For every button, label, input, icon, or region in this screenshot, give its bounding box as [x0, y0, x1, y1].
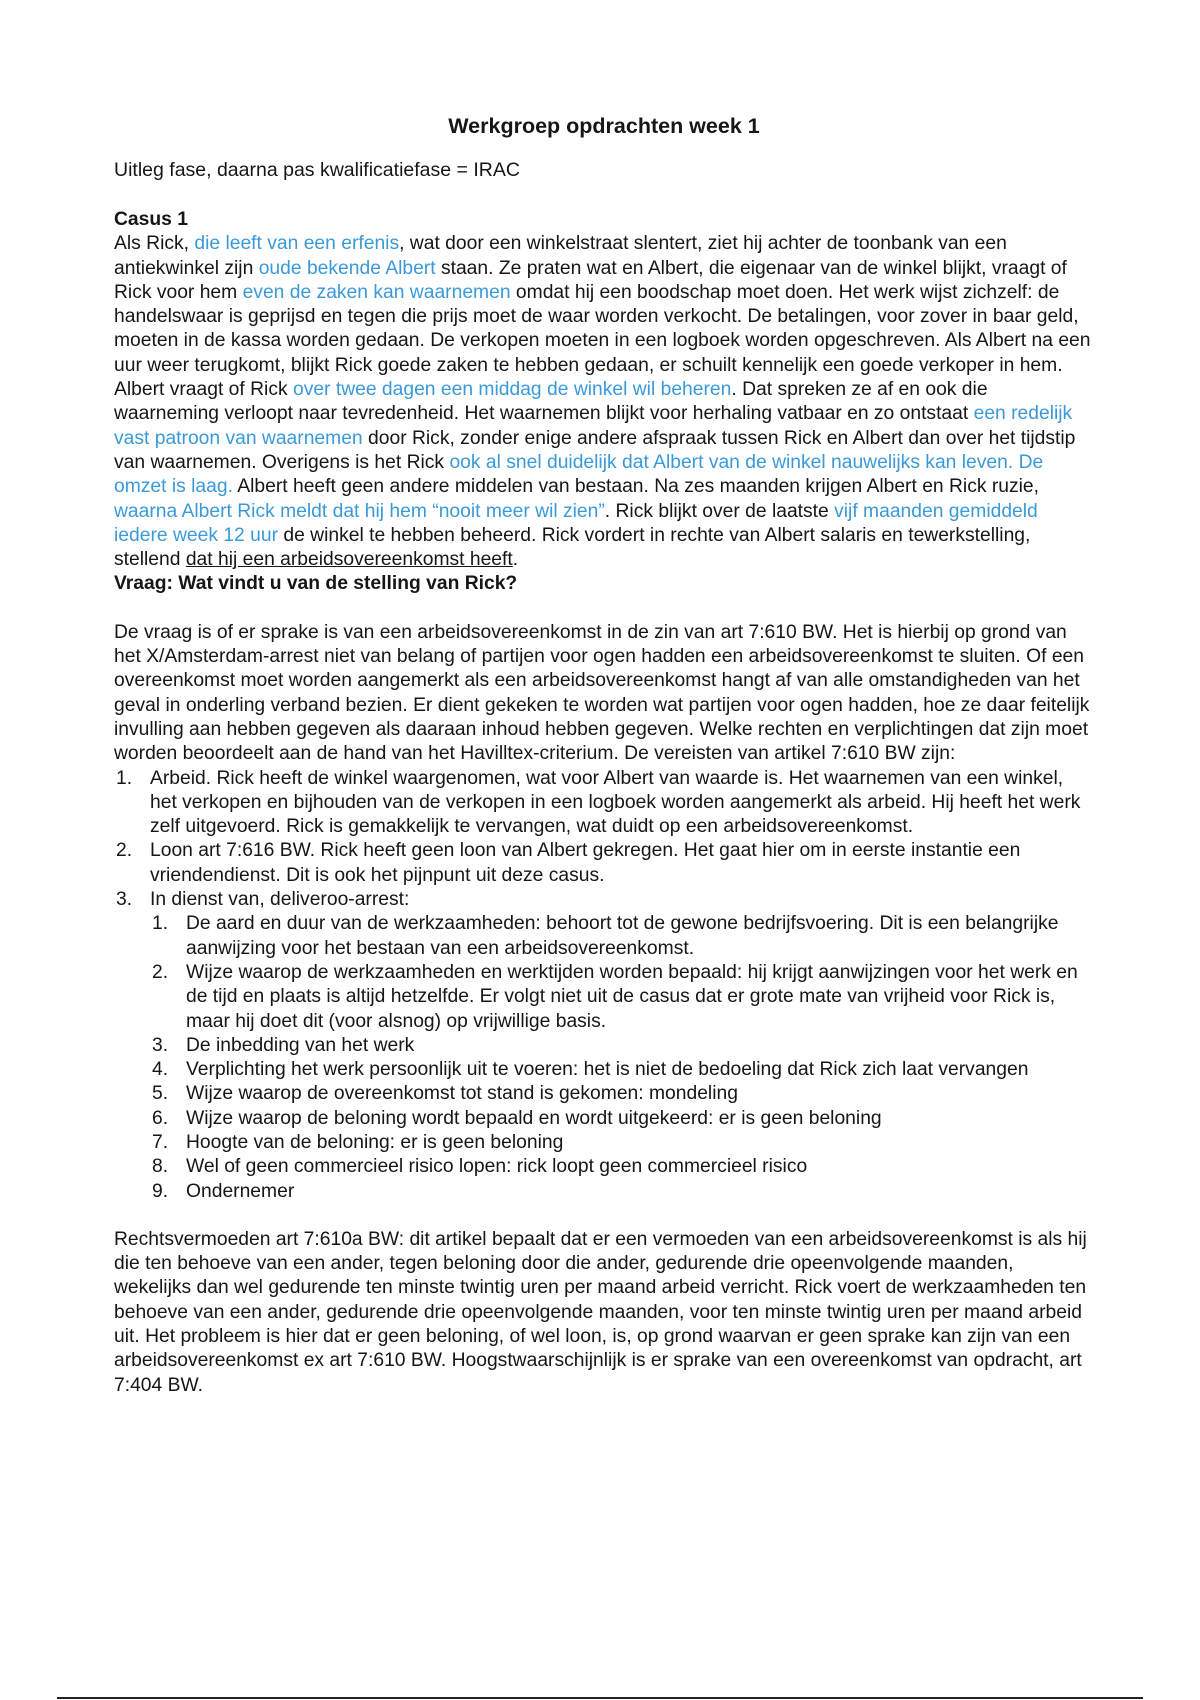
- highlighted-phrase: ook al snel duidelijk dat Albert van de winkel nauwelijks kan leven. De omzet is laag.: [114, 451, 1044, 498]
- list-number: 3.: [116, 889, 133, 911]
- casus-text: . Dat spreken ze af en ook die waarneming verloopt naar tevredenheid. Het waarnemen blijkt voor herhaling vatbaar en zo ontstaat: [114, 379, 988, 425]
- deliveroo-factor-item: [150, 1180, 1094, 1204]
- casus-text: staan. Ze praten wat en Albert, die eigenaar van de winkel blijkt, vraagt of Rick voor hem: [114, 257, 1067, 303]
- list-number: 1.: [152, 913, 169, 935]
- list-text: Wel of geen commercieel risico lopen: rick loopt geen commercieel risico: [186, 1156, 808, 1178]
- highlighted-phrase: oude bekende Albert: [258, 257, 436, 279]
- list-number: 2.: [152, 961, 169, 983]
- intro-line: Uitleg fase, daarna pas kwalificatiefase = IRAC: [114, 159, 520, 181]
- highlighted-phrase: vijf maanden gemiddeld iedere week 12 uur: [114, 500, 1038, 546]
- list-text: Loon art 7:616 BW. Rick heeft geen loon van Albert gekregen. Het gaat hier om in eerste instantie een vriendendienst. Dit is ook het pijnpunt uit deze casus.: [150, 840, 1021, 886]
- deliveroo-factors-list: [150, 912, 1094, 1204]
- list-text: In dienst van, deliveroo-arrest:: [150, 889, 410, 911]
- document-title: Werkgroep opdrachten week 1: [448, 114, 760, 138]
- closing-paragraph: Rechtsvermoeden art 7:610a BW: dit artikel bepaalt dat er een vermoeden van een arbeidsovereenkomst is als hij die ten behoeve van een ander, tegen beloning door die ander, gedurende drie opeenvolgende maanden, wekelijks dan wel gedurende ten minste twintig uren per maand arbeid verricht. Rick voert de werkzaamheden ten behoeve van een ander, gedurende drie opeenvolgende maanden, voor ten minste twintig uren per maand arbeid uit. Het probleem is hier dat er geen beloning, of wel loon, is, op grond waarvan er geen sprake kan zijn van een arbeidsovereenkomst ex art 7:610 BW. Hoogstwaarschijnlijk is er sprake van een overeenkomst van opdracht, art 7:404 BW.: [114, 1228, 1087, 1396]
- requirements-list: [114, 767, 1094, 913]
- highlighted-phrase: waarna Albert Rick meldt dat hij hem “nooit meer wil zien”: [114, 500, 605, 522]
- casus-section: [114, 208, 1094, 1398]
- casus-body: [114, 232, 1094, 572]
- casus-text: omdat hij een boodschap moet doen. Het werk wijst zichzelf: de handelswaar is geprijsd en tegen die prijs moet de waar worden verkocht. De betalingen, voor zover in baar geld, moeten in de kassa worden gedaan. De verkopen moeten in een logboek worden opgeschreven. Als Albert na een uur weer terugkomt, blijkt Rick goede zaken te hebben gedaan, er schuilt kennelijk een goede verkoper in hem. Albert vraagt of Rick: [114, 281, 1091, 401]
- question: Vraag: Wat vindt u van de stelling van Rick?: [114, 573, 518, 595]
- list-text: De inbedding van het werk: [186, 1034, 415, 1056]
- requirement-item: [114, 767, 1094, 840]
- casus-text: , wat door een winkelstraat slentert, ziet hij achter de toonbank van een antiekwinkel zijn: [114, 233, 1007, 279]
- list-number: 2.: [116, 840, 133, 862]
- list-number: 7.: [152, 1131, 169, 1153]
- footer-divider: [57, 1697, 1143, 1699]
- deliveroo-factor-item: [150, 1107, 1094, 1131]
- list-number: 4.: [152, 1059, 169, 1081]
- list-number: 3.: [152, 1034, 169, 1056]
- highlighted-phrase: die leeft van een erfenis: [194, 233, 400, 255]
- highlighted-phrase: over twee dagen een middag de winkel wil beheren: [292, 379, 732, 401]
- deliveroo-factor-item: [150, 1058, 1094, 1082]
- casus-text: Als Rick,: [114, 233, 195, 255]
- list-text: Ondernemer: [186, 1180, 295, 1202]
- casus-text: de winkel te hebben beheerd. Rick vordert in rechte van Albert salaris en tewerkstelling, stellend: [114, 524, 1031, 571]
- list-text: Wijze waarop de beloning wordt bepaald en wordt uitgekeerd: er is geen beloning: [186, 1107, 882, 1129]
- deliveroo-factor-item: [150, 1131, 1094, 1155]
- list-text: De aard en duur van de werkzaamheden: behoort tot de gewone bedrijfsvoering. Dit is een belangrijke aanwijzing voor het bestaan van een arbeidsovereenkomst.: [186, 913, 1059, 959]
- requirement-item: [114, 888, 1094, 912]
- answer-paragraph: De vraag is of er sprake is van een arbeidsovereenkomst in de zin van art 7:610 BW. Het is hierbij op grond van het X/Amsterdam-arrest niet van belang of partijen voor ogen hadden een arbeidsovereenkomst te sluiten. Of een overeenkomst moet worden aangemerkt als een arbeidsovereenkomst hangt af van alle omstandigheden van het geval in onderling verband bezien. Er dient gekeken te worden wat partijen voor ogen hadden, hoe ze daar feitelijk invulling aan hebben gegeven als daaraan inhoud hebben gegeven. Welke rechten en verplichtingen dat zijn moet worden beoordeelt aan de hand van het Havilltex-criterium. De vereisten van artikel 7:610 BW zijn:: [114, 621, 1090, 765]
- underlined-phrase: dat hij een arbeidsovereenkomst heeft: [185, 549, 513, 571]
- list-text: Hoogte van de beloning: er is geen beloning: [186, 1131, 564, 1153]
- casus-text: . Rick blijkt over de laatste: [604, 500, 835, 522]
- list-text: Wijze waarop de werkzaamheden en werktijden worden bepaald: hij krijgt aanwijzingen voor het werk en de tijd en plaats is altijd hetzelfde. Er volgt niet uit de casus dat er grote mate van vrijheid voor Rick is, maar hij doet dit (voor alsnog) op vrijwillige basis.: [186, 961, 1078, 1032]
- list-text: Arbeid. Rick heeft de winkel waargenomen, wat voor Albert van waarde is. Het waarnemen van een winkel, het verkopen en bijhouden van de verkopen in een logboek worden aangemerkt als arbeid. Hij heeft het werk zelf uitgevoerd. Rick is gemakkelijk te vervangen, wat duidt op een arbeidsovereenkomst.: [150, 767, 1081, 838]
- casus-text: door Rick, zonder enige andere afspraak tussen Rick en Albert dan over het tijdstip van waarnemen. Overigens is het Rick: [114, 427, 1076, 473]
- list-text: Verplichting het werk persoonlijk uit te voeren: het is niet de bedoeling dat Rick zich laat vervangen: [186, 1059, 1029, 1081]
- list-number: 8.: [152, 1156, 169, 1178]
- casus-heading: Casus 1: [114, 209, 188, 230]
- list-number: 6.: [152, 1107, 169, 1129]
- casus-text: Albert heeft geen andere middelen van bestaan. Na zes maanden krijgen Albert en Rick ruzie,: [232, 476, 1039, 498]
- highlighted-phrase: even de zaken kan waarnemen: [242, 281, 511, 303]
- list-number: 9.: [152, 1180, 169, 1202]
- list-number: 5.: [152, 1083, 169, 1105]
- deliveroo-factor-item: [150, 961, 1094, 1034]
- highlighted-phrase: een redelijk vast patroon van waarnemen: [114, 403, 1073, 449]
- deliveroo-factor-item: [150, 1082, 1094, 1106]
- document-page: [114, 114, 1094, 1398]
- deliveroo-factor-item: [150, 912, 1094, 961]
- deliveroo-factor-item: [150, 1034, 1094, 1058]
- list-text: Wijze waarop de overeenkomst tot stand is gekomen: mondeling: [186, 1083, 738, 1105]
- list-number: 1.: [116, 767, 133, 789]
- deliveroo-factor-item: [150, 1155, 1094, 1179]
- requirement-item: [114, 839, 1094, 888]
- casus-text: .: [512, 549, 519, 571]
